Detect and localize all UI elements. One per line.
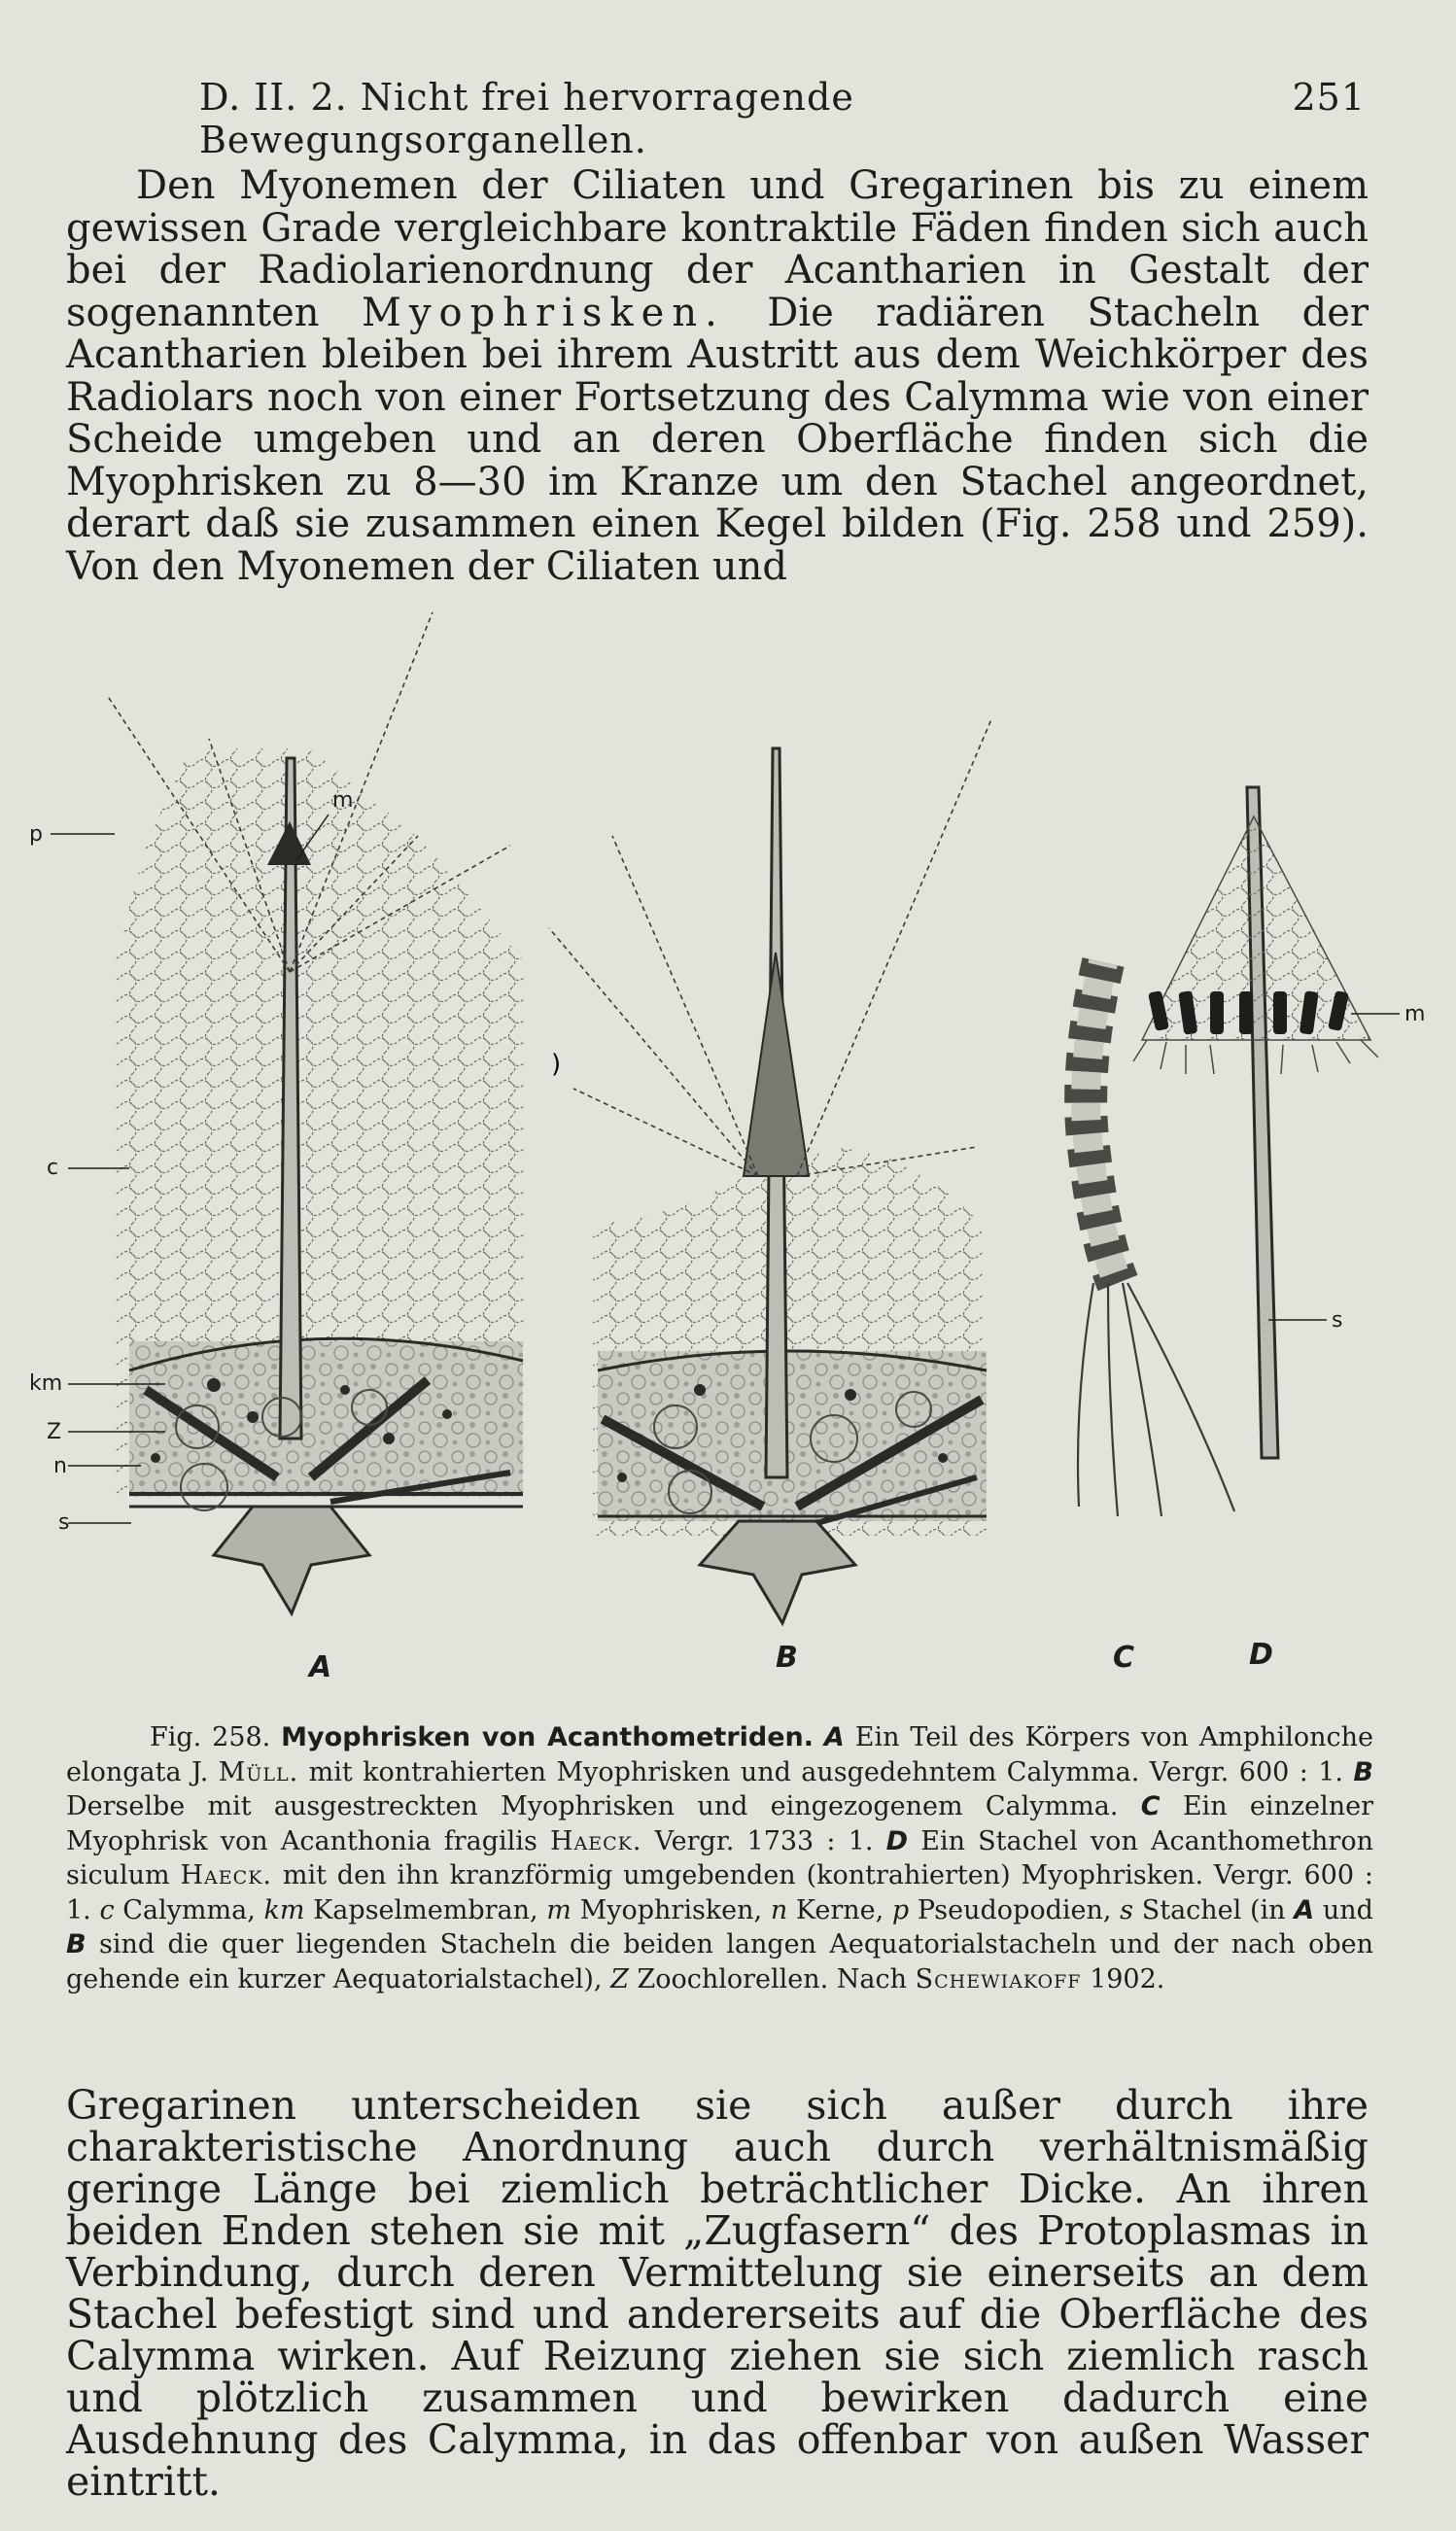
panel-d-drawing: [1133, 787, 1378, 1458]
panel-a-drawing: [107, 612, 525, 1613]
cap-text-a2: mit kontrahierten Myophrisken und ausgedehntem Calymma. Vergr. 600 : 1.: [308, 1756, 1343, 1787]
cap-key-d: D: [885, 1825, 909, 1856]
fig-title: Myophrisken von Acanthometriden.: [281, 1722, 815, 1752]
cap-text-d2: mit den ihn kranzförmig umgebenden (kontrahierten) Myophrisken. Vergr. 600 : 1.: [66, 1860, 1373, 1925]
cap-abbr-n: n: [770, 1894, 788, 1925]
cap-def-m: Myophrisken,: [579, 1894, 763, 1925]
figure-258: [19, 603, 1439, 1720]
cap-abbr-s: s: [1120, 1894, 1134, 1925]
cap-und: und: [1322, 1894, 1373, 1925]
cap-text-s2: sind die quer liegenden Stacheln die beiden langen Aequatorialstacheln und der nach oben gehende ein kurzer Aequatorialstachel),: [66, 1929, 1373, 1994]
cap-key-c: C: [1140, 1791, 1161, 1821]
cap-text-a: Ein Teil des Körpers von Amphilonche elongata J.: [66, 1722, 1373, 1787]
fig-label: Fig. 258.: [150, 1722, 271, 1752]
running-head: [199, 76, 1366, 161]
cap-abbr-p: p: [891, 1894, 910, 1925]
label-km: km: [29, 1371, 63, 1396]
label-m-d: m: [1404, 1002, 1426, 1026]
label-s-d: s: [1332, 1308, 1343, 1333]
para1-term: Myophrisken.: [361, 290, 725, 335]
panel-letter-a: A: [309, 1650, 332, 1684]
panel-b-drawing: [549, 719, 991, 1623]
cap-abbr-km: km: [263, 1894, 305, 1925]
cap-in-a: A: [1294, 1894, 1315, 1925]
label-p: p: [29, 822, 43, 847]
cap-in-b: B: [66, 1929, 87, 1959]
label-n: n: [53, 1454, 67, 1478]
cap-key-a: A: [823, 1722, 845, 1752]
cap-text-d: Ein Stachel von Acanthomethron siculum: [66, 1825, 1373, 1890]
cap-def-p: Pseudopodien,: [917, 1894, 1112, 1925]
para1-text-b: Die radiären Stacheln der Acantharien bleiben bei ihrem Austritt aus dem Weichkörper des Radiolars noch von einer Fortsetzung des Calymma wie von einer Scheide umgeben und an deren Oberfläche finden sich die Myophrisken zu 8—30 im Kranze um den Stachel angeordnet, derart daß sie zusammen einen Kegel bilden (Fig. 258 und 259). Von den Myonemen der Ciliaten und: [66, 290, 1369, 589]
label-z: Z: [47, 1420, 62, 1444]
cap-def-n: Kerne,: [795, 1894, 884, 1925]
label-c: c: [47, 1156, 59, 1180]
figure-caption: [66, 1720, 1373, 1996]
body-paragraph-1: [66, 165, 1369, 588]
cap-key-b: B: [1353, 1756, 1373, 1787]
cap-author-schewiakoff: Schewiakoff: [915, 1963, 1082, 1994]
cap-abbr-c: c: [99, 1894, 115, 1925]
cap-author-muell: Müll.: [218, 1756, 299, 1787]
cap-def-km: Kapselmembran,: [313, 1894, 538, 1925]
cap-year: 1902.: [1090, 1963, 1165, 1994]
panel-letter-b: B: [776, 1641, 798, 1675]
body-paragraph-2: Gregarinen unterscheiden sie sich außer durch ihre charakteristische Anordnung auch durch verhältnismäßig geringe Länge bei ziemlich beträchtlicher Dicke. An ihren beiden Enden stehen sie mit „Zugfasern“ des Protoplasmas in Verbindung, durch deren Vermittelung sie einerseits an dem Stachel befestigt sind und andererseits auf die Oberfläche des Calymma wirken. Auf Reizung ziehen sie sich ziemlich rasch und plötzlich zusammen und bewirken dadurch eine Ausdehnung des Calymma, in das offenbar von außen Wasser eintritt.: [66, 2082, 1369, 2505]
panel-b-myophrisks: [744, 953, 809, 1176]
cap-text-b: Derselbe mit ausgestreckten Myophrisken und eingezogenem Calymma.: [66, 1791, 1119, 1821]
cap-text-c: Ein einzelner Myophrisk von Acanthonia fragilis: [66, 1791, 1373, 1856]
cap-author-haeck-1: Haeck.: [549, 1825, 642, 1856]
cap-def-s: Stachel (in: [1141, 1894, 1286, 1925]
cap-text-c2: Vergr. 1733 : 1.: [654, 1825, 874, 1856]
cap-author-haeck-2: Haeck.: [180, 1860, 272, 1890]
panel-letter-c: C: [1113, 1641, 1135, 1675]
section-title: D. II. 2. Nicht frei hervorragende Bewegungsorganellen.: [199, 76, 854, 161]
panel-c-drawing: [1078, 962, 1234, 1516]
cap-def-z: Zoochlorellen. Nach: [637, 1963, 908, 1994]
cap-abbr-z: Z: [610, 1963, 629, 1994]
panel-c-fibers: [1078, 1283, 1234, 1516]
panel-letter-d: D: [1249, 1638, 1273, 1672]
cap-def-c: Calymma,: [122, 1894, 256, 1925]
cap-abbr-m: m: [546, 1894, 572, 1925]
paren-mark: ): [551, 1050, 562, 1079]
para1-text-a: Den Myonemen der Ciliaten und Gregarinen bis zu einem gewissen Grade vergleichbare kontraktile Fäden finden sich auch bei der Radiolarienordnung der Acantharien in Gestalt der sogenannten: [66, 163, 1369, 335]
label-s: s: [58, 1510, 70, 1535]
label-m: m: [332, 788, 354, 813]
page-number: 251: [1292, 76, 1366, 119]
